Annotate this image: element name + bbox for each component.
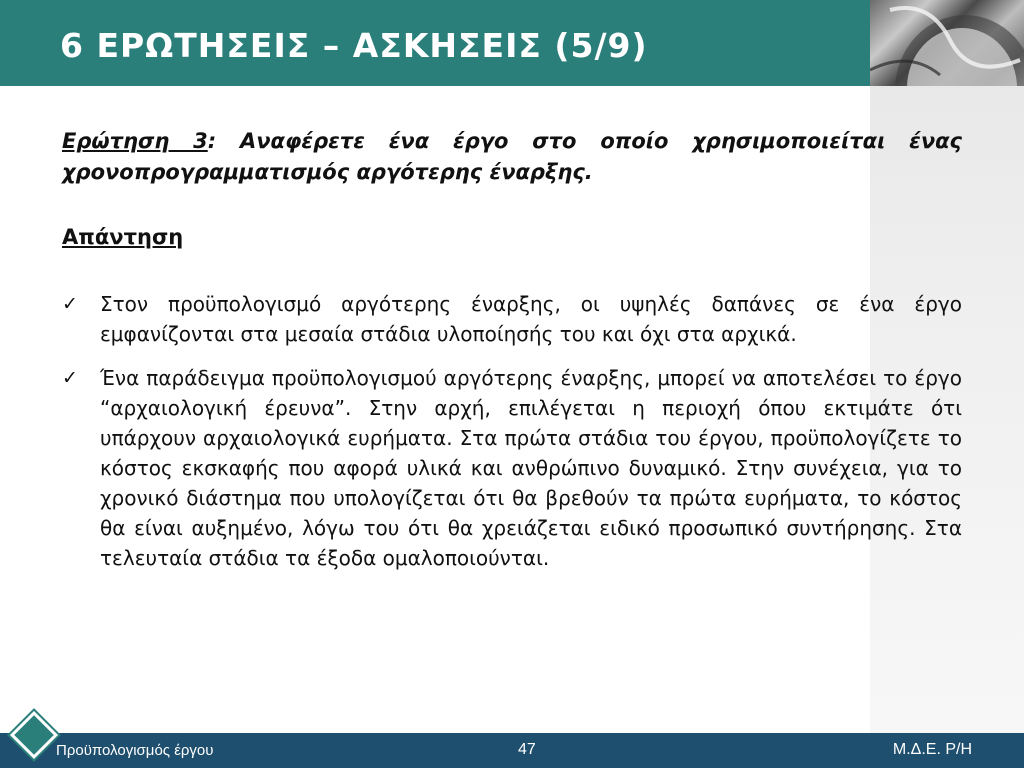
question-text: : Αναφέρετε ένα έργο στο οποίο χρησιμοποιείται ένας χρονοπρογραμματισμός αργότερης έναρξης. [62, 129, 962, 184]
page-number: 47 [518, 741, 536, 758]
footer-course-title: Προϋπολογισμός έργου [56, 742, 214, 759]
slide-title: 6 ΕΡΩΤΗΣΕΙΣ – ΑΣΚΗΣΕΙΣ (5/9) [60, 26, 648, 65]
question-label: Ερώτηση 3 [62, 129, 208, 153]
bullet-text: Στον προϋπολογισμό αργότερης έναρξης, οι υψηλές δαπάνες σε ένα έργο εμφανίζονται στα μεσαία στάδια υλοποίησής του και όχι στα αρχικά. [100, 292, 962, 346]
question [62, 126, 962, 188]
answer-bullet-list [62, 289, 962, 573]
title-bar [0, 0, 870, 86]
list-item [62, 363, 962, 573]
bullet-text: Ένα παράδειγμα προϋπολογισμού αργότερης έναρξης, μπορεί να αποτελέσει το έργο “αρχαιολογική έρευνα”. Στην αρχή, επιλέγεται η περιοχή όπου εκτιμάτε ότι υπάρχουν αρχαιολογικά ευρήματα. Στα πρώτα στάδια του έργου, προϋπολογίζετε το κόστος εκσκαφής που αφορά υλικά και ανθρώπινο δυναμικό. Στην συνέχεια, για το χρονικό διάστημα που υπολογίζεται ότι θα βρεθούν τα πρώτα ευρήματα, το κόστος θα είναι αυξημένο, λόγω του ότι θα χρειάζεται ειδικό προσωπικό συντήρησης. Στα τελευταία στάδια τα έξοδα ομαλοποιούνται. [100, 366, 962, 570]
footer-institution: Μ.Δ.Ε. Ρ/Η [892, 741, 972, 758]
decorative-metal-image [870, 0, 1024, 86]
slide-body [62, 126, 962, 587]
footer-bar [0, 733, 1024, 768]
list-item [62, 289, 962, 349]
answer-heading: Απάντηση [62, 225, 184, 249]
checkmark-icon: ✓ [62, 367, 78, 389]
checkmark-icon: ✓ [62, 293, 78, 315]
